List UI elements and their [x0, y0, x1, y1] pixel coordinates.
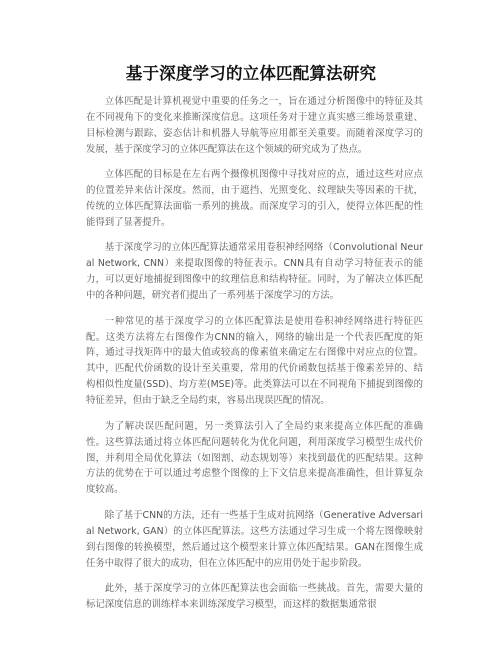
paragraph-4: 一种常见的基于深度学习的立体匹配算法是使用卷积神经网络进行特征匹配。这类方法将左右图像作为CNN的输入，网络的输出是一个代表匹配度的矩阵，通过寻找矩阵中的最大值或较高的像素值来确定左右图像中对应点的位置。其中，匹配代价函数的设计至关重要，常用的代价函数包括基于像素差异的、结构相似性度量(SSD)、均方差(MSE)等。此类算法可以在不同视角下捕捉到图像的特征差异，但由于缺乏全局约束，容易出现误匹配的情况。 [86, 315, 423, 407]
paragraph-3: 基于深度学习的立体匹配算法通常采用卷积神经网络（Convolutional Neural Network, CNN）来提取图像的特征表示。CNN具有自动学习特征表示的能力，可以更好地捕捉到图像中的纹理信息和结构特征。同时，为了解决立体匹配中的各种问题，研究者们提出了一系列基于深度学习的方法。 [86, 242, 423, 302]
paragraph-1: 立体匹配是计算机视觉中重要的任务之一，旨在通过分析图像中的特征及其在不同视角下的变化来推断深度信息。这项任务对于建立真实感三维场景重建、目标检测与跟踪、姿态估计和机器人导航等应用都至关重要。而随着深度学习的发展，基于深度学习的立体匹配算法在这个领域的研究成为了热点。 [86, 96, 423, 155]
paragraph-6: 除了基于CNN的方法，还有一些基于生成对抗网络（Generative Adversarial Network, GAN）的立体匹配算法。这些方法通过学习生成一个将左图像映射到右图像的转换模型，然后通过这个模型来计算立体匹配结果。GAN在图像生成任务中取得了很大的成功，但在立体匹配中的应用仍处于起步阶段。 [86, 509, 423, 569]
paragraph-7: 此外，基于深度学习的立体匹配算法也会面临一些挑战。首先，需要大量的标记深度信息的训练样本来训练深度学习模型，而这样的数据集通常很 [86, 583, 423, 610]
document-body [86, 94, 423, 613]
paragraph-2: 立体匹配的目标是在左右两个摄像机图像中寻找对应的点，通过这些对应点的位置差异来估计深度。然而，由于遮挡、光照变化、纹理缺失等因素的干扰，传统的立体匹配算法面临一系列的挑战。而深度学习的引入，使得立体匹配的性能得到了显著提升。 [86, 169, 423, 228]
document-title: 基于深度学习的立体匹配算法研究 [125, 64, 377, 83]
paragraph-5: 为了解决误匹配问题，另一类算法引入了全局约束来提高立体匹配的准确性。这些算法通过将立体匹配问题转化为优化问题，利用深度学习模型生成代价图，并利用全局优化算法（如图割、动态规划等）来找到最优的匹配结果。这种方法的优势在于可以通过考虑整个图像的上下文信息来提高准确性，但计算复杂度较高。 [86, 420, 423, 496]
